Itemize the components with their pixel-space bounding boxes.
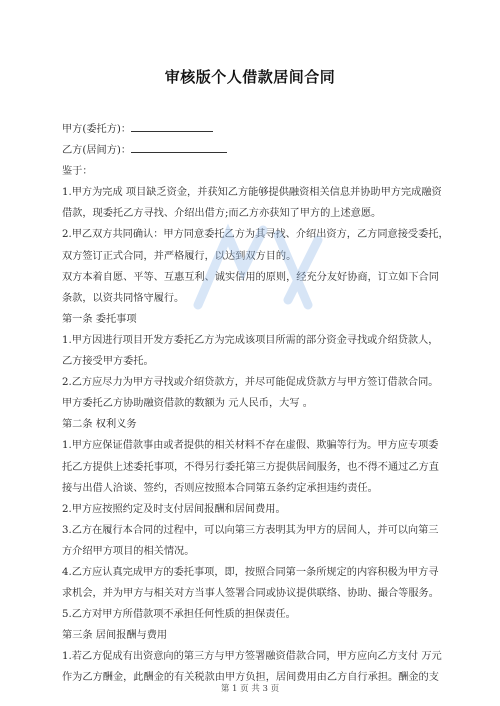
body-line: 乙方接受甲方委托。 xyxy=(62,356,154,368)
body-line: 双方签订正式合同，并严格履行，以达到双方目的。 xyxy=(62,250,297,262)
party-a-blank xyxy=(131,119,213,132)
party-a-label: 甲方(委托方)： xyxy=(62,124,132,135)
body-line: 3.乙方在履行本合同的过程中，可以向第三方表明其为甲方的居间人，并可以向第三 xyxy=(62,524,439,536)
document-title: 审核版个人借款居间合同 xyxy=(164,68,336,86)
body-line: 方介绍甲方项目的相关情况。 xyxy=(62,545,195,557)
body-line: 第一条 委托事项 xyxy=(62,313,137,325)
party-b-label: 乙方(居间方)： xyxy=(62,145,132,157)
party-b-line xyxy=(62,140,460,161)
body-line: 第二条 权利义务 xyxy=(62,419,137,431)
body-line: 1.甲方为完成 项目缺乏资金，并获知乙方能够提供融资相关信息并协助甲方完成融资 xyxy=(62,187,442,199)
body-line: 5.乙方对甲方所借款项不承担任何性质的担保责任。 xyxy=(62,609,296,621)
body-line: 双方本着自愿、平等、互惠互利、诚实信用的原则，经充分友好协商，订立如下合同 xyxy=(62,271,439,283)
document-body xyxy=(62,119,460,689)
body-line: 4.乙方应认真完成甲方的委托事项，即，按照合同第一条所规定的内容积极为甲方寻 xyxy=(62,566,439,578)
body-line: 1.甲方因进行项目开发方委托乙方为完成该项目所需的部分资金寻找或介绍贷款人， xyxy=(62,334,439,346)
body-line: 1.甲方应保证借款事由或者提供的相关材料不存在虚假、欺骗等行为。甲方应专项委 xyxy=(62,440,439,452)
body-line: 接与出借人洽谈、签约，否则应按照本合同第五条约定承担违约责任。 xyxy=(62,482,378,494)
body-line: 作为乙方酬金，此酬金的有关税款由甲方负担，居间费用由乙方自行承担。酬金的支 xyxy=(62,672,439,684)
page-footer: 第 1 页 共 3 页 xyxy=(220,684,280,694)
party-a-line xyxy=(62,119,460,140)
body-line: 托乙方提供上述委托事项，不得另行委托第三方提供居间服务，也不得不通过乙方直 xyxy=(62,461,439,473)
body-line: 甲方委托乙方协助融资借款的数额为 元人民币，大写 。 xyxy=(62,398,313,410)
body-lines xyxy=(62,161,460,688)
body-line: 第三条 居间报酬与费用 xyxy=(62,630,168,642)
body-line: 2.甲方应按照约定及时支付居间报酬和居间费用。 xyxy=(62,503,286,515)
body-line: 2.甲乙双方共同确认：甲方同意委托乙方为其寻找、介绍出资方，乙方同意接受委托， xyxy=(62,229,449,241)
body-line: 2.乙方应尽力为甲方寻找或介绍贷款方，并尽可能促成贷款方与甲方签订借款合同。 xyxy=(62,377,439,389)
body-line: 借款，现委托乙方寻找、介绍出借方;而乙方亦获知了甲方的上述意愿。 xyxy=(62,208,382,220)
body-line: 条款，以资共同恪守履行。 xyxy=(62,292,185,304)
party-b-blank xyxy=(131,140,227,153)
body-line: 求机会，并为甲方与相关对方当事人签署合同或协议提供联络、协助、撮合等服务。 xyxy=(62,588,439,600)
body-line: 1.若乙方促成有出资意向的第三方与甲方签署融资借款合同，甲方应向乙方支付 万元 xyxy=(62,651,442,663)
body-line: 鉴于： xyxy=(62,166,93,178)
